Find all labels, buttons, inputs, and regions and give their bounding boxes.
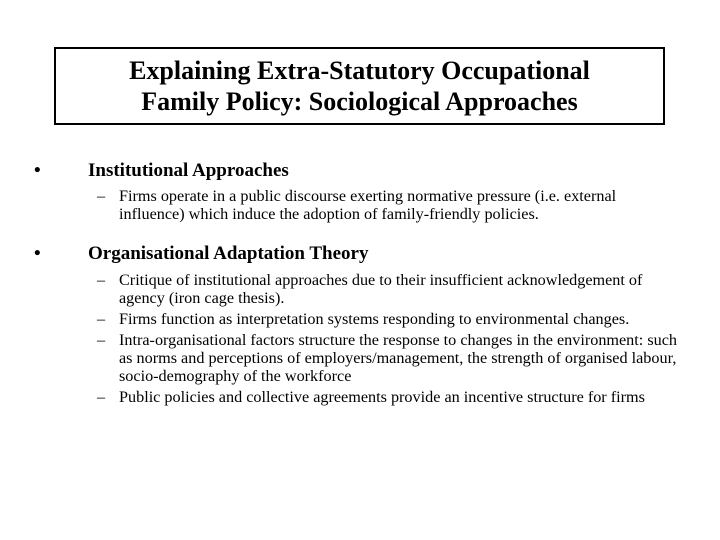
sub-bullet-text: Critique of institutional approaches due to their insufficient acknowledgement of agency (iron cage thesis).	[119, 271, 643, 307]
sub-bullet	[30, 331, 690, 385]
dash-icon: –	[97, 388, 106, 406]
sub-bullet	[30, 187, 690, 223]
bullet-dot-icon: •	[34, 160, 41, 181]
sub-bullet-text: Public policies and collective agreements provide an incentive structure for firms	[119, 388, 645, 406]
section-institutional-approaches	[30, 160, 690, 223]
slide-title-box	[54, 47, 665, 125]
slide-title-line-2: Family Policy: Sociological Approaches	[141, 87, 578, 116]
dash-icon: –	[97, 271, 106, 289]
bullet-heading	[30, 160, 690, 182]
slide-content	[30, 160, 690, 406]
dash-icon: –	[97, 310, 106, 328]
sub-bullet	[30, 271, 690, 307]
section-organisational-adaptation-theory	[30, 243, 690, 406]
sub-bullet	[30, 310, 690, 328]
bullet-dot-icon: •	[34, 243, 41, 264]
dash-icon: –	[97, 331, 106, 349]
bullet-heading	[30, 243, 690, 265]
heading-text: Organisational Adaptation Theory	[88, 243, 369, 264]
sub-bullet-text: Intra-organisational factors structure the response to changes in the environment: such as norms and perceptions of employers/management, the strength of organised labour, socio-demography of the workforce	[119, 331, 677, 385]
dash-icon: –	[97, 187, 106, 205]
sub-bullet-text: Firms function as interpretation systems responding to environmental changes.	[119, 310, 630, 328]
slide-title-line-1: Explaining Extra-Statutory Occupational	[129, 56, 590, 85]
sub-bullet-text: Firms operate in a public discourse exerting normative pressure (i.e. external influence) which induce the adoption of family-friendly policies.	[119, 187, 617, 223]
sub-bullet	[30, 388, 690, 406]
heading-text: Institutional Approaches	[88, 160, 289, 181]
